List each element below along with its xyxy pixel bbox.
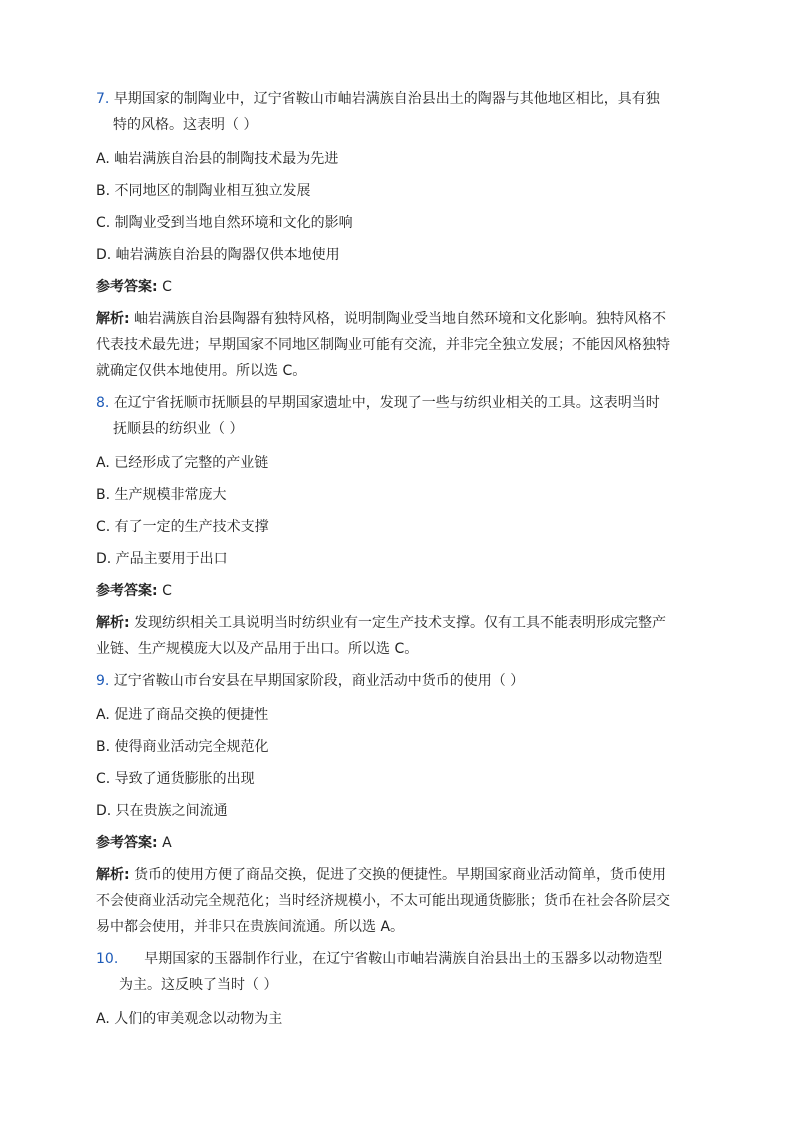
question-number: 10. bbox=[96, 951, 119, 967]
analysis-label: 解析: bbox=[96, 615, 130, 631]
reference-answer bbox=[96, 276, 706, 298]
option-b: B. 不同地区的制陶业相互独立发展 bbox=[96, 183, 311, 199]
question-stem bbox=[96, 668, 706, 694]
question-text: 早期国家的玉器制作行业，在辽宁省鞍山市岫岩满族自治县出土的玉器多以动物造型 bbox=[144, 951, 663, 967]
answer-label: 参考答案: bbox=[96, 279, 158, 295]
analysis bbox=[96, 610, 706, 662]
option-b: B. 生产规模非常庞大 bbox=[96, 487, 227, 503]
question-7 bbox=[96, 86, 706, 384]
option-a: A. 已经形成了完整的产业链 bbox=[96, 455, 269, 471]
option-c: C. 导致了通货膨胀的出现 bbox=[96, 771, 255, 787]
option-c: C. 制陶业受到当地自然环境和文化的影响 bbox=[96, 215, 353, 231]
analysis bbox=[96, 862, 706, 940]
document-page bbox=[96, 86, 706, 1030]
question-text: 在辽宁省抚顺市抚顺县的早期国家遗址中，发现了一些与纺织业相关的工具。这表明当时 bbox=[113, 395, 660, 411]
reference-answer bbox=[96, 832, 706, 854]
analysis-text: 岫岩满族自治县陶器有独特风格，说明制陶业受当地自然环境和文化影响。独特风格不 bbox=[134, 311, 667, 327]
analysis-text: 业链、生产规模庞大以及产品用于出口。所以选 C。 bbox=[96, 641, 419, 657]
analysis-text: 代表技术最先进；早期国家不同地区制陶业可能有交流，并非完全独立发展；不能因风格独特 bbox=[96, 337, 670, 353]
option-a: A. 人们的审美观念以动物为主 bbox=[96, 1011, 283, 1027]
analysis-label: 解析: bbox=[96, 867, 130, 883]
answer-label: 参考答案: bbox=[96, 583, 158, 599]
question-text-continued: 抚顺县的纺织业（ ） bbox=[113, 421, 244, 437]
question-9 bbox=[96, 668, 706, 940]
option-a: A. 岫岩满族自治县的制陶技术最为先进 bbox=[96, 151, 339, 167]
question-8 bbox=[96, 390, 706, 662]
answer-label: 参考答案: bbox=[96, 835, 158, 851]
analysis-text: 发现纺织相关工具说明当时纺织业有一定生产技术支撑。仅有工具不能表明形成完整产 bbox=[134, 615, 667, 631]
answer-value: C bbox=[162, 583, 172, 599]
analysis-text: 货币的使用方便了商品交换，促进了交换的便捷性。早期国家商业活动简单，货币使用 bbox=[134, 867, 667, 883]
question-text: 早期国家的制陶业中，辽宁省鞍山市岫岩满族自治县出土的陶器与其他地区相比，具有独 bbox=[113, 91, 660, 107]
analysis-text: 不会使商业活动完全规范化；当时经济规模小，不太可能出现通货膨胀；货币在社会各阶层交 bbox=[96, 893, 670, 909]
question-text-continued: 为主。这反映了当时（ ） bbox=[119, 977, 278, 993]
option-d: D. 岫岩满族自治县的陶器仅供本地使用 bbox=[96, 247, 340, 263]
analysis-label: 解析: bbox=[96, 311, 130, 327]
question-stem bbox=[96, 390, 706, 416]
question-stem bbox=[96, 946, 706, 972]
analysis-text: 就确定仅供本地使用。所以选 C。 bbox=[96, 363, 307, 379]
question-number: 9. bbox=[96, 673, 110, 689]
reference-answer bbox=[96, 580, 706, 602]
question-10 bbox=[96, 946, 706, 1030]
question-stem bbox=[96, 86, 706, 112]
analysis bbox=[96, 306, 706, 384]
question-number: 7. bbox=[96, 91, 110, 107]
option-b: B. 使得商业活动完全规范化 bbox=[96, 739, 269, 755]
option-a: A. 促进了商品交换的便捷性 bbox=[96, 707, 269, 723]
answer-value: A bbox=[162, 835, 172, 851]
answer-value: C bbox=[162, 279, 172, 295]
question-text: 辽宁省鞍山市台安县在早期国家阶段，商业活动中货币的使用（ ） bbox=[113, 673, 525, 689]
question-number: 8. bbox=[96, 395, 110, 411]
option-d: D. 只在贵族之间流通 bbox=[96, 803, 228, 819]
option-d: D. 产品主要用于出口 bbox=[96, 551, 228, 567]
question-text-continued: 特的风格。这表明（ ） bbox=[113, 117, 258, 133]
analysis-text: 易中都会使用，并非只在贵族间流通。所以选 A。 bbox=[96, 919, 405, 935]
option-c: C. 有了一定的生产技术支撑 bbox=[96, 519, 269, 535]
